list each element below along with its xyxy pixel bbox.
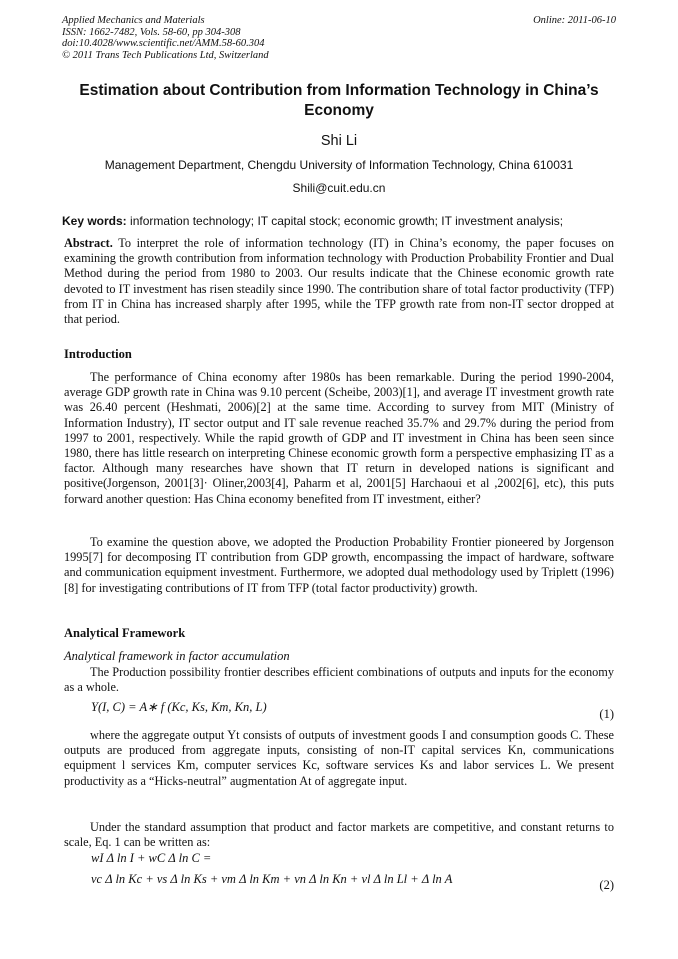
paper-title: [62, 81, 616, 120]
author-name: Shi Li: [320, 133, 358, 149]
abstract-text: To interpret the role of information technology (IT) in China’s economy, the paper focuses on examining the growth contribution from information technology with Production Probability Frontier and Dual Method during the period from 1980 to 2003. Our results indicate that the Chinese economic growth rate devoted to IT investment has risen steadily since 1990. The contribution share of total factor productivity (TFP) from IT in China has increased sharply after 1995, while the TFP growth rate from non-IT sector dropped at that period.: [64, 236, 614, 327]
framework-paragraph-2: where the aggregate output Yt consists of outputs of investment goods I and consumption goods C. These outputs are produced from aggregate inputs, consisting of non-IT capital services Kn, communications equipment l services Km, computer services Kc, software services Ks and labor services L. We present productivity as a “Hicks-neutral” augmentation At of aggregate input.: [64, 728, 614, 788]
journal-name: Applied Mechanics and Materials: [62, 15, 205, 26]
framework-paragraph-1: The Production possibility frontier describes efficient combinations of outputs and inputs for the economy as a whole.: [64, 665, 614, 695]
title-line-1: Estimation about Contribution from Information Technology in China’s: [79, 82, 599, 99]
intro-paragraph-2: To examine the question above, we adopted the Production Probability Frontier pioneered by Jorgenson 1995[7] for decomposing IT contribution from GDP growth, encompassing the impact of hardware, software and communication equipment investment. Furthermore, we adopted dual methodology used by Triplett (1996)[8] for investigating contributions of IT from TFP (total factor productivity) growth.: [64, 535, 614, 595]
framework-subheading: Analytical framework in factor accumulation: [64, 649, 290, 663]
doi-line: doi:10.4028/www.scientific.net/AMM.58-60.304: [62, 38, 265, 50]
framework-paragraph-3: Under the standard assumption that product and factor markets are competitive, and constant returns to scale, Eq. 1 can be written as:: [64, 820, 614, 850]
equation-1-number: (1): [599, 707, 614, 721]
equation-1: Y(I, C) = A∗ f (Kc, Ks, Km, Kn, L): [91, 700, 267, 714]
keywords-label: Key words:: [62, 214, 127, 228]
equation-2-line-1: wI Δ ln I + wC Δ ln C =: [91, 851, 212, 865]
copyright-line: © 2011 Trans Tech Publications Ltd, Switzerland: [62, 49, 269, 61]
keywords-text: information technology; IT capital stock; economic growth; IT investment analysis;: [130, 214, 564, 228]
title-line-2: Economy: [304, 101, 374, 119]
equation-2-number: (2): [599, 878, 614, 892]
keywords: [62, 214, 622, 228]
issn-line: ISSN: 1662-7482, Vols. 58-60, pp 304-308: [62, 26, 241, 38]
abstract: [64, 236, 614, 327]
framework-heading: Analytical Framework: [64, 626, 186, 640]
affiliation: Management Department, Chengdu University of Information Technology, China 610031: [104, 158, 574, 172]
abstract-label: Abstract.: [64, 236, 113, 250]
author-email: Shili@cuit.edu.cn: [292, 181, 386, 195]
journal-header: [62, 15, 616, 61]
equation-2-line-2: vc Δ ln Kc + vs Δ ln Ks + vm Δ ln Km + vn Δ ln Kn + vl Δ ln Ll + Δ ln A: [91, 872, 453, 886]
intro-heading: Introduction: [64, 347, 132, 361]
online-date: Online: 2011-06-10: [533, 15, 616, 26]
intro-paragraph-1: The performance of China economy after 1980s has been remarkable. During the period 1990-2004, average GDP growth rate in China was 9.10 percent (Scheibe, 2003)[1], and average IT investment growth rate was 26.40 percent (Heshmati, 2006)[2] at the same time. According to survey from MIT (Ministry of Information Industry), IT sector output and IT sale revenue reached 35.7% and 29.7% during the period from 1997 to 2001, respectively. While the rapid growth of GDP and IT investment in China has been seen since 1980, there has little research on interpreting Chinese economic growth form a perspective emphasizing IT as a factor. Although many researches have shown that IT return in developed nations is significant and positive(Jorgenson, 2001[3]· Oliner,2003[4], Paharm et al, 2001[5] Harchaoui et al ,2002[6], etc), this puts forward another question: Has China economy benefited from IT investment, either?: [64, 370, 614, 506]
